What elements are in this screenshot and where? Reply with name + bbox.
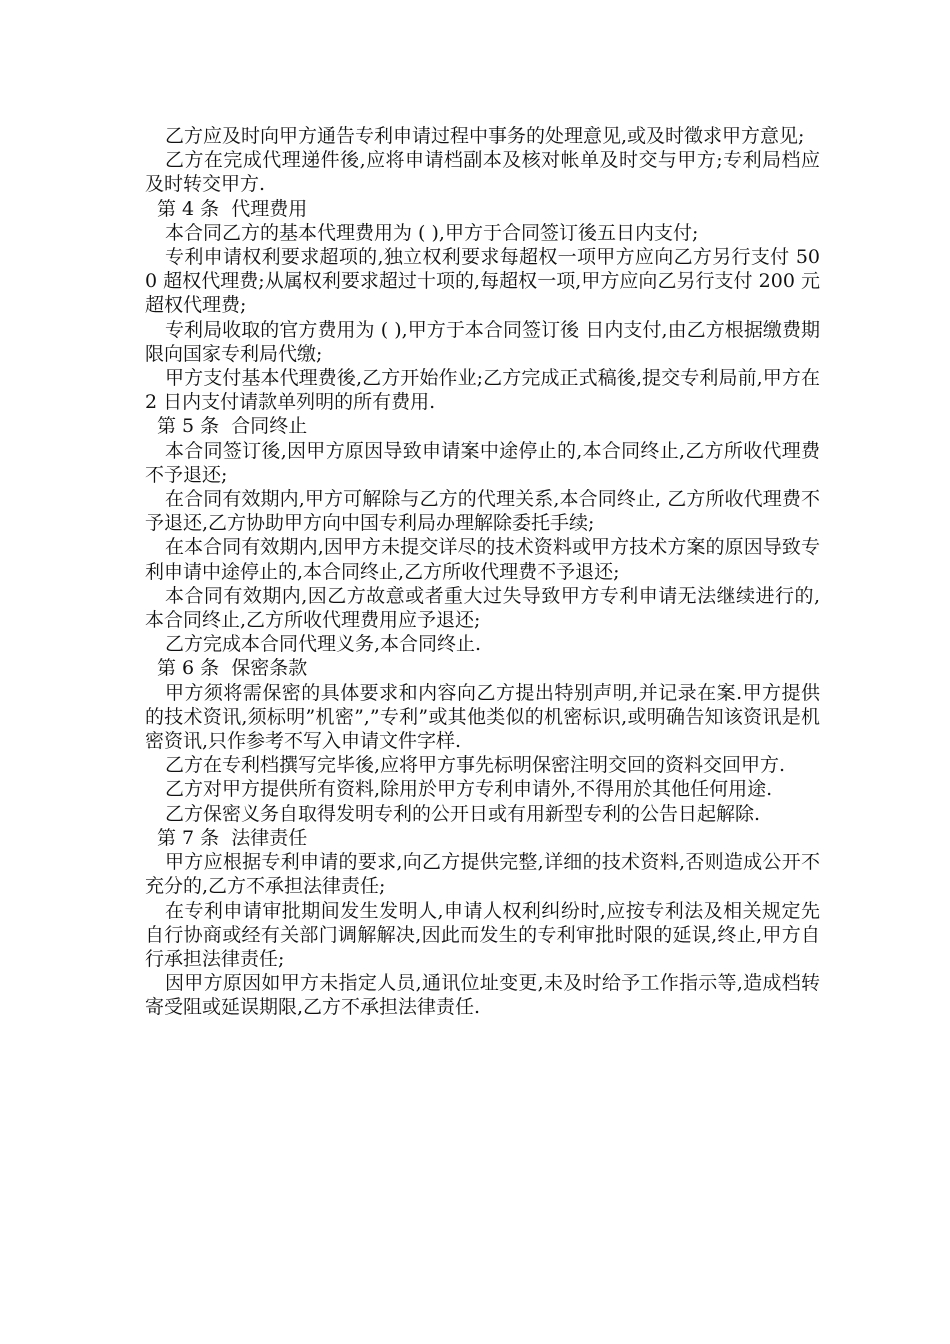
paragraph-6: 甲方支付基本代理费後,乙方开始作业;乙方完成正式稿後,提交专利局前,甲方在 2 日内支付请款单列明的所有费用. (145, 367, 820, 414)
paragraph-9: 在本合同有效期内,因甲方未提交详尽的技术资料或甲方技术方案的原因导致专利申请中途停止的,本合同终止,乙方所收代理费不予退还; (145, 536, 820, 583)
paragraph-13: 乙方在专利档撰写完毕後,应将甲方事先标明保密注明交回的资料交回甲方. (165, 754, 786, 777)
paragraph-18: 因甲方原因如甲方未指定人员,通讯位址变更,未及时给予工作指示等,造成档转寄受阻或延误期限,乙方不承担法律责任. (145, 972, 820, 1019)
paragraph-2: 乙方在完成代理递件後,应将申请档副本及核对帐单及时交与甲方;专利局档应及时转交甲方. (145, 149, 820, 196)
paragraph-12: 甲方须将需保密的具体要求和内容向乙方提出特别声明,并记录在案.甲方提供的技术资讯,须标明”机密”,”专利”或其他类似的机密标识,或明确告知该资讯是机密资讯,只作参考不写入申请文件字样. (145, 681, 820, 753)
paragraph-14: 乙方对甲方提供所有资料,除用於甲方专利申请外,不得用於其他任何用途. (165, 778, 773, 801)
paragraph-5: 专利局收取的官方费用为 ( ),甲方于本合同签订後 日内支付,由乙方根据缴费期限向国家专利局代缴; (145, 318, 820, 365)
section-heading-7: 第 7 条 法律责任 (157, 826, 308, 849)
section-heading-5: 第 5 条 合同终止 (157, 415, 308, 438)
section-heading-6: 第 6 条 保密条款 (157, 657, 308, 680)
section-heading-4: 第 4 条 代理费用 (157, 197, 308, 220)
paragraph-3: 本合同乙方的基本代理费用为 ( ),甲方于合同签订後五日内支付; (165, 221, 699, 244)
paragraph-7: 本合同签订後,因甲方原因导致申请案中途停止的,本合同终止,乙方所收代理费不予退还; (145, 439, 820, 486)
paragraph-1: 乙方应及时向甲方通告专利申请过程中事务的处理意见,或及时徵求甲方意见; (165, 125, 805, 147)
paragraph-17: 在专利申请审批期间发生发明人,申请人权利纠纷时,应按专利法及相关规定先自行协商或经有关部门调解解决,因此而发生的专利审批时限的延误,终止,甲方自行承担法律责任; (145, 899, 820, 970)
document-page (145, 124, 820, 1020)
paragraph-8: 在合同有效期内,甲方可解除与乙方的代理关系,本合同终止, 乙方所收代理费不予退还,乙方协助甲方向中国专利局办理解除委托手续; (145, 488, 820, 535)
paragraph-4: 专利申请权利要求超项的,独立权利要求每超权一项甲方应向乙方另行支付 500 超权代理费;从属权利要求超过十项的,每超权一项,甲方应向乙另行支付 200 元超权代理费; (145, 246, 820, 317)
paragraph-15: 乙方保密义务自取得发明专利的公开日或有用新型专利的公告日起解除. (165, 802, 761, 825)
paragraph-16: 甲方应根据专利申请的要求,向乙方提供完整,详细的技术资料,否则造成公开不充分的,乙方不承担法律责任; (145, 851, 820, 898)
paragraph-11: 乙方完成本合同代理义务,本合同终止. (165, 633, 482, 656)
paragraph-10: 本合同有效期内,因乙方故意或者重大过失导致甲方专利申请无法继续进行的,本合同终止,乙方所收代理费用应予退还; (145, 584, 820, 632)
